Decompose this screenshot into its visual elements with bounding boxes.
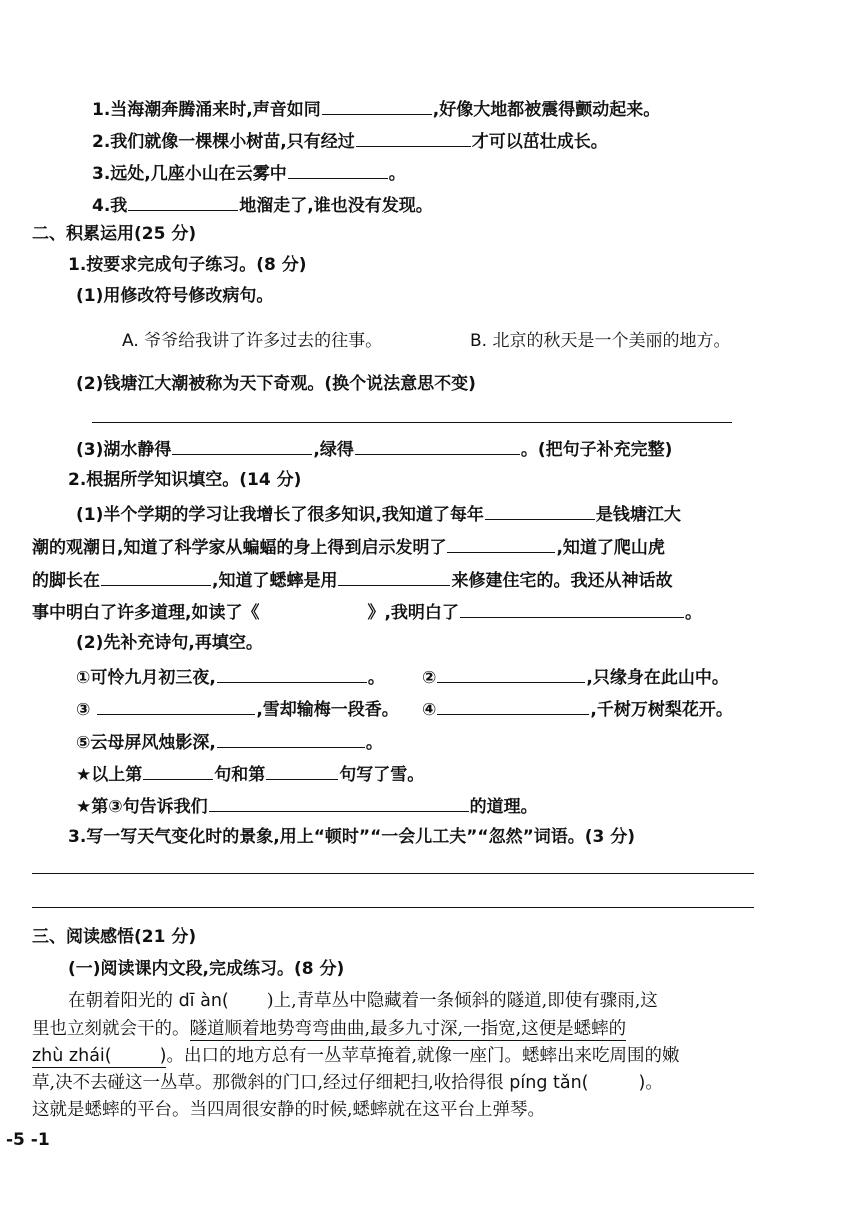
- q1-title: 1.按要求完成句子练习。(8 分): [68, 255, 307, 275]
- q1-2: (2)钱塘江大潮被称为天下奇观。(换个说法意思不变): [76, 374, 476, 394]
- blank[interactable]: [128, 193, 238, 211]
- blank[interactable]: [460, 600, 684, 618]
- q2-1-line-c: 的脚长在 ,知道了蟋蟀是用 来修建住宅的。我还从神话故: [32, 568, 672, 592]
- blank[interactable]: [485, 502, 595, 520]
- q1-1-b: B. 北京的秋天是一个美丽的地方。: [470, 331, 731, 351]
- section-2-title: 二、积累运用(25 分): [32, 224, 197, 244]
- q3-title: 3.写一写天气变化时的景象,用上“顿时”“一会儿工夫”“忽然”词语。(3 分): [68, 827, 636, 847]
- q2-title: 2.根据所学知识填空。(14 分): [68, 470, 302, 490]
- underlined-sentence: 隧道顺着地势弯弯曲曲,最多九寸深,一指宽,这便是蟋蟀的: [189, 1019, 627, 1039]
- star-question-2: ★第③句告诉我们 的道理。: [76, 794, 538, 818]
- fill-item-4: 4.我 地溜走了,谁也没有发现。: [92, 193, 433, 217]
- q1-1-a: A. 爷爷给我讲了许多过去的往事。: [122, 331, 383, 351]
- fill-item-3: 3.远处,几座小山在云雾中 。: [92, 161, 406, 185]
- reading-line-1: 在朝着阳光的 dī àn( )上,青草丛中隐藏着一条倾斜的隧道,即使有骤雨,这: [68, 991, 658, 1011]
- blank[interactable]: [338, 568, 450, 586]
- blank[interactable]: [437, 697, 589, 715]
- answer-line[interactable]: [92, 422, 732, 423]
- blank[interactable]: [355, 437, 520, 455]
- reading-line-5: 这就是蟋蟀的平台。当四周很安静的时候,蟋蟀就在这平台上弹琴。: [32, 1100, 546, 1120]
- answer-line[interactable]: [32, 907, 754, 908]
- blank[interactable]: [437, 665, 585, 683]
- section-3-title: 三、阅读感悟(21 分): [32, 927, 197, 947]
- blank[interactable]: [101, 568, 211, 586]
- q1-1: (1)用修改符号修改病句。: [76, 286, 274, 306]
- blank[interactable]: [322, 97, 432, 115]
- blank[interactable]: [143, 762, 213, 780]
- underlined-sentence-end: zhù zhái( ): [32, 1046, 167, 1066]
- fill-item-1: 1.当海潮奔腾涌来时,声音如同 ,好像大地都被震得颤动起来。: [92, 97, 660, 121]
- reading-line-3: zhù zhái( )。出口的地方总有一丛苹草掩着,就像一座门。蟋蟀出来吃周围的嫩: [32, 1046, 680, 1066]
- page-number: -5 -1: [6, 1130, 50, 1150]
- blank[interactable]: [209, 794, 469, 812]
- blank[interactable]: [172, 437, 312, 455]
- q1-3: (3)湖水静得 ,绿得 。(把句子补充完整): [76, 437, 672, 461]
- poem-1: ①可怜九月初三夜, 。: [76, 665, 385, 689]
- q2-1-line-d: 事中明白了许多道理,如读了《 》,我明白了 。: [32, 600, 702, 624]
- blank[interactable]: [288, 161, 388, 179]
- fill-item-2: 2.我们就像一棵棵小树苗,只有经过 才可以茁壮成长。: [92, 129, 608, 153]
- q2-1-line-a: (1)半个学期的学习让我增长了很多知识,我知道了每年 是钱塘江大: [76, 502, 681, 526]
- blank[interactable]: [447, 535, 555, 553]
- blank[interactable]: [266, 762, 338, 780]
- q2-1-line-b: 潮的观潮日,知道了科学家从蝙蝠的身上得到启示发明了 ,知道了爬山虎: [32, 535, 665, 559]
- poem-4: ④ ,千树万树梨花开。: [422, 697, 733, 721]
- poem-5: ⑤云母屏风烛影深, 。: [76, 730, 383, 754]
- answer-line[interactable]: [32, 873, 754, 874]
- poem-3: ③ ,雪却输梅一段香。: [76, 697, 399, 721]
- q2-2: (2)先补充诗句,再填空。: [76, 633, 263, 653]
- blank[interactable]: [217, 665, 367, 683]
- poem-2: ② ,只缘身在此山中。: [422, 665, 729, 689]
- reading-line-2: 里也立刻就会干的。隧道顺着地势弯弯曲曲,最多九寸深,一指宽,这便是蟋蟀的: [32, 1019, 627, 1039]
- sub-section-1-title: (一)阅读课内文段,完成练习。(8 分): [68, 959, 345, 979]
- blank[interactable]: [97, 697, 255, 715]
- blank[interactable]: [356, 129, 471, 147]
- star-question-1: ★以上第 句和第 句写了雪。: [76, 762, 424, 786]
- reading-line-4: 草,决不去碰这一丛草。那微斜的门口,经过仔细耙扫,收拾得很 píng tǎn( )。: [32, 1073, 663, 1093]
- blank[interactable]: [217, 730, 365, 748]
